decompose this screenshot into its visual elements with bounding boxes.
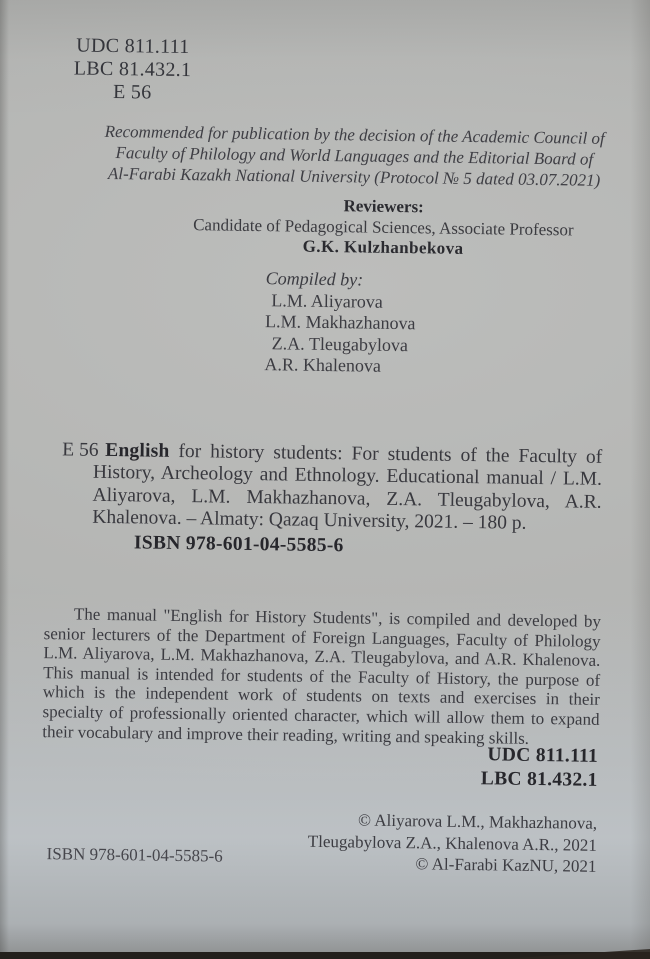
compiled-by-section: [264, 268, 416, 378]
bottom-classification-codes: [481, 743, 598, 792]
recommendation-line: Al-Farabi Kazakh National University (Protocol № 5 dated 03.07.2021): [107, 163, 601, 190]
compiler-name: L.M. Aliyarova: [271, 289, 383, 312]
reviewers-heading: Reviewers:: [343, 196, 424, 217]
recommendation-line: Recommended for publication by the decision of the Academic Council of: [104, 121, 605, 148]
compiler-name: L.M. Makhazhanova: [264, 311, 416, 334]
reviewer-name: G.K. Kulzhanbekova: [302, 236, 464, 258]
isbn-bottom-left: ISBN 978-601-04-5585-6: [46, 844, 223, 866]
reviewer-credentials: Candidate of Pedagogical Sciences, Associate Professor: [193, 214, 574, 239]
top-classification-codes: [61, 34, 204, 105]
catalog-description: [92, 440, 602, 536]
isbn-catalog: ISBN 978-601-04-5585-6: [133, 532, 344, 557]
lbc-code-top: LBC 81.432.1: [73, 57, 192, 82]
compiler-name: A.R. Khalenova: [264, 354, 382, 376]
catalog-text: for history students: For students of the Faculty of History, Archeology and Ethnology. Educational manual / L.M. Aliyarova, L.M. Makhazhanova, Z.A. Tleugabylova, A.R. Khalenova. – Almaty: Qazaq University, 2021. – 180 p.: [92, 440, 603, 534]
copyright-line: Tleugabylova Z.A., Khalenova A.R., 2021: [307, 831, 597, 855]
catalog-entry: [0, 438, 650, 562]
compiler-name: Z.A. Tleugabylova: [271, 332, 409, 355]
compiled-by-label: Compiled by:: [265, 268, 364, 290]
udc-code-top: UDC 811.111: [76, 34, 190, 59]
book-code-top: E 56: [112, 81, 152, 104]
udc-code-bottom: UDC 811.111: [487, 744, 599, 767]
lbc-code-bottom: LBC 81.432.1: [480, 767, 598, 791]
recommendation-note: [99, 121, 610, 191]
copyright-section: [307, 809, 597, 878]
recommendation-line: Faculty of Philology and World Languages and the Editorial Board of: [115, 143, 594, 169]
page-edge-shadow: [500, 949, 650, 959]
annotation-paragraph: The manual "English for History Students", is compiled and developed by senior lecturers of the Department of Foreign Languages, Faculty of Philology L.M. Aliyarova, L.M. Makhazhanova, Z.A. Tleugabylova, and A.R. Khalenova. This manual is intended for students of the Faculty of History, the purpose of which is the independent work of students on texts and exercises in their specialty of professionally oriented character, which will allow them to expand their vocabulary and improve their reading, writing and speaking skills.: [42, 604, 602, 748]
copyright-line: © Al-Farabi KazNU, 2021: [415, 854, 597, 876]
catalog-code: E 56: [62, 439, 99, 461]
catalog-title: English: [105, 439, 170, 462]
copyright-line: © Aliyarova L.M., Makhazhanova,: [357, 810, 598, 833]
reviewers-section: [123, 193, 644, 262]
